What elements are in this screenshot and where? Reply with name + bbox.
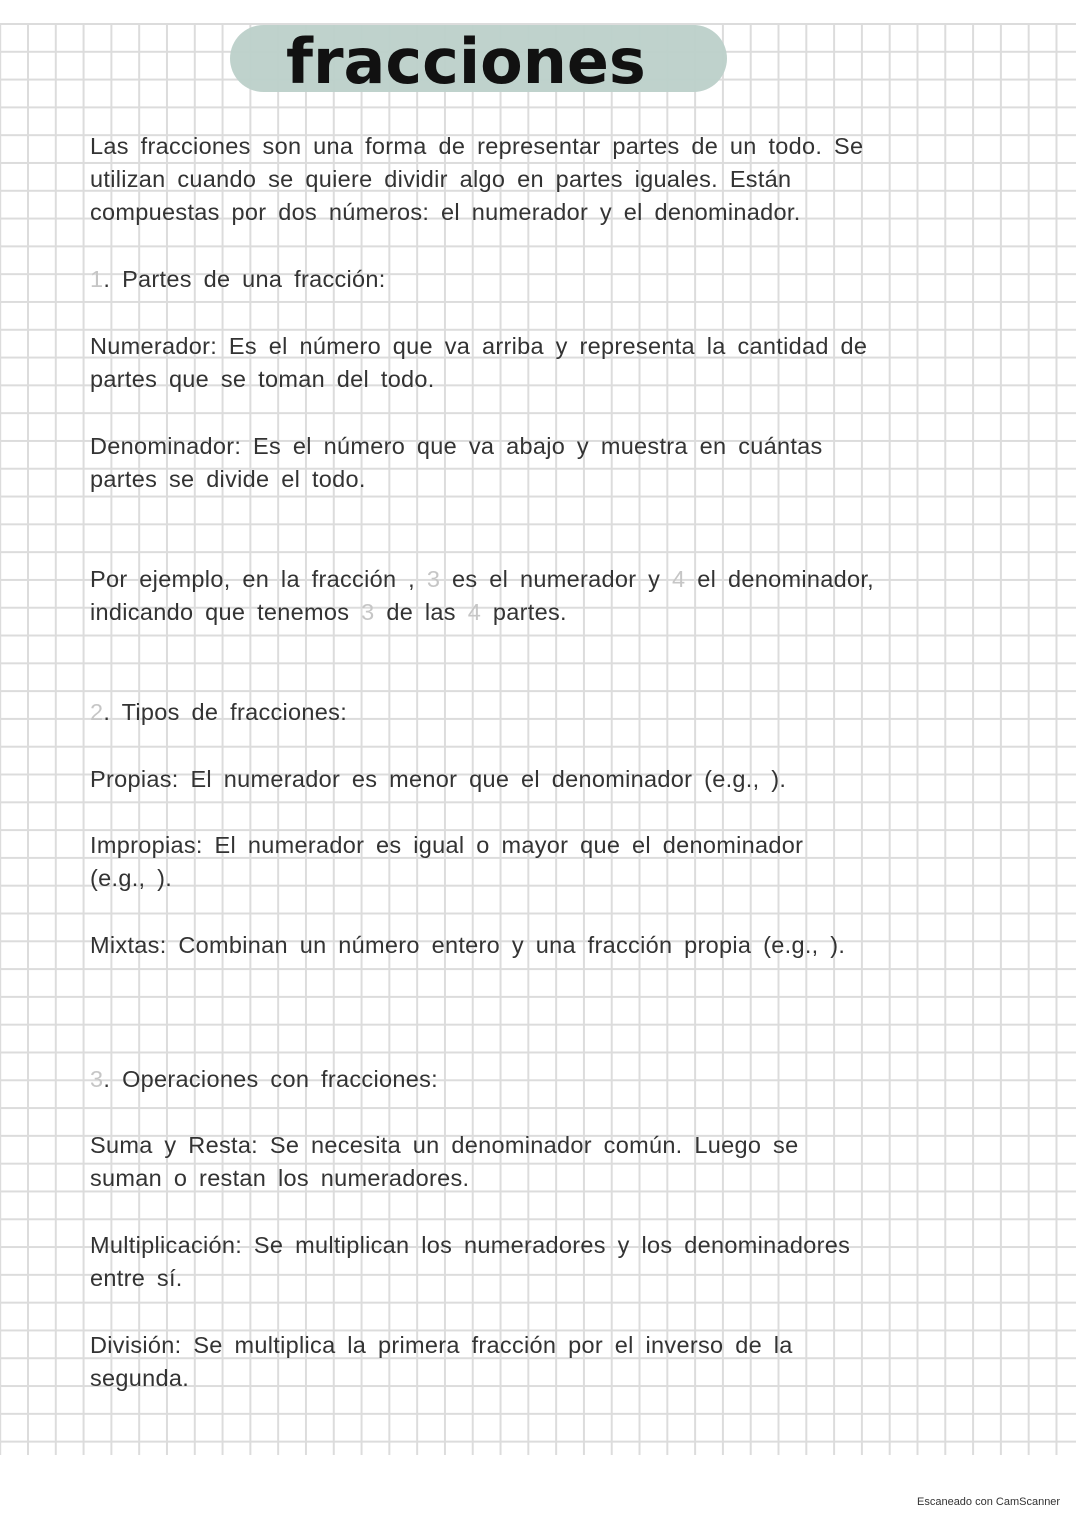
division-line-1: División: Se multiplica la primera fracción por el inverso de la (90, 1332, 793, 1358)
example-text: partes. (481, 599, 567, 625)
example-line-1 (90, 563, 874, 596)
example-text: Por ejemplo, en la fracción , (90, 566, 427, 592)
impropias-line-1: Impropias: El numerador es igual o mayor que el denominador (90, 832, 804, 858)
intro-line-1: Las fracciones son una forma de representar partes de un todo. Se (90, 133, 864, 159)
example-line-2 (90, 596, 567, 629)
intro-line-3: compuestas por dos números: el numerador y el denominador. (90, 199, 801, 225)
page-title: fracciones (286, 25, 646, 98)
example-text: el denominador, (685, 566, 874, 592)
numerador-line-1: Numerador: Es el número que va arriba y representa la cantidad de (90, 333, 868, 359)
multiplicacion-line-2: entre sí. (90, 1265, 183, 1291)
propias-line: Propias: El numerador es menor que el denominador (e.g., ). (90, 766, 787, 792)
section-2-heading (90, 696, 347, 729)
intro-line-2: utilizan cuando se quiere dividir algo en partes iguales. Están (90, 166, 792, 192)
example-denominator-value: 4 (672, 566, 686, 592)
camscanner-watermark: Escaneado con CamScanner (917, 1496, 1061, 1508)
numerador-line-2: partes que se toman del todo. (90, 366, 435, 392)
section-2-sep: . (103, 699, 111, 725)
section-1-heading (90, 263, 386, 296)
example-text: de las (374, 599, 468, 625)
multiplicacion-line-1: Multiplicación: Se multiplican los numeradores y los denominadores (90, 1232, 851, 1258)
denominador-line-1: Denominador: Es el número que va abajo y muestra en cuántas (90, 433, 823, 459)
impropias-line-2: (e.g., ). (90, 865, 173, 891)
section-3-title: Operaciones con fracciones: (122, 1066, 438, 1092)
section-2-title: Tipos de fracciones: (121, 699, 348, 725)
mixtas-line: Mixtas: Combinan un número entero y una fracción propia (e.g., ). (90, 932, 846, 958)
division-line-2: segunda. (90, 1365, 190, 1391)
example-denominator-value: 4 (467, 599, 482, 625)
section-1-sep: . (103, 266, 111, 292)
example-text: es el numerador y (440, 566, 673, 592)
section-3-heading (90, 1063, 438, 1096)
section-3-sep: . (103, 1066, 111, 1092)
example-text: indicando que tenemos (90, 599, 362, 625)
example-numerator-value: 3 (426, 566, 441, 592)
example-numerator-value: 3 (361, 599, 375, 625)
section-3-number: 3 (90, 1066, 104, 1092)
suma-resta-line-1: Suma y Resta: Se necesita un denominador común. Luego se (90, 1132, 799, 1158)
denominador-line-2: partes se divide el todo. (90, 466, 366, 492)
suma-resta-line-2: suman o restan los numeradores. (90, 1165, 470, 1191)
section-1-title: Partes de una fracción: (122, 266, 386, 292)
section-1-number: 1 (90, 266, 104, 292)
section-2-number: 2 (90, 699, 104, 725)
